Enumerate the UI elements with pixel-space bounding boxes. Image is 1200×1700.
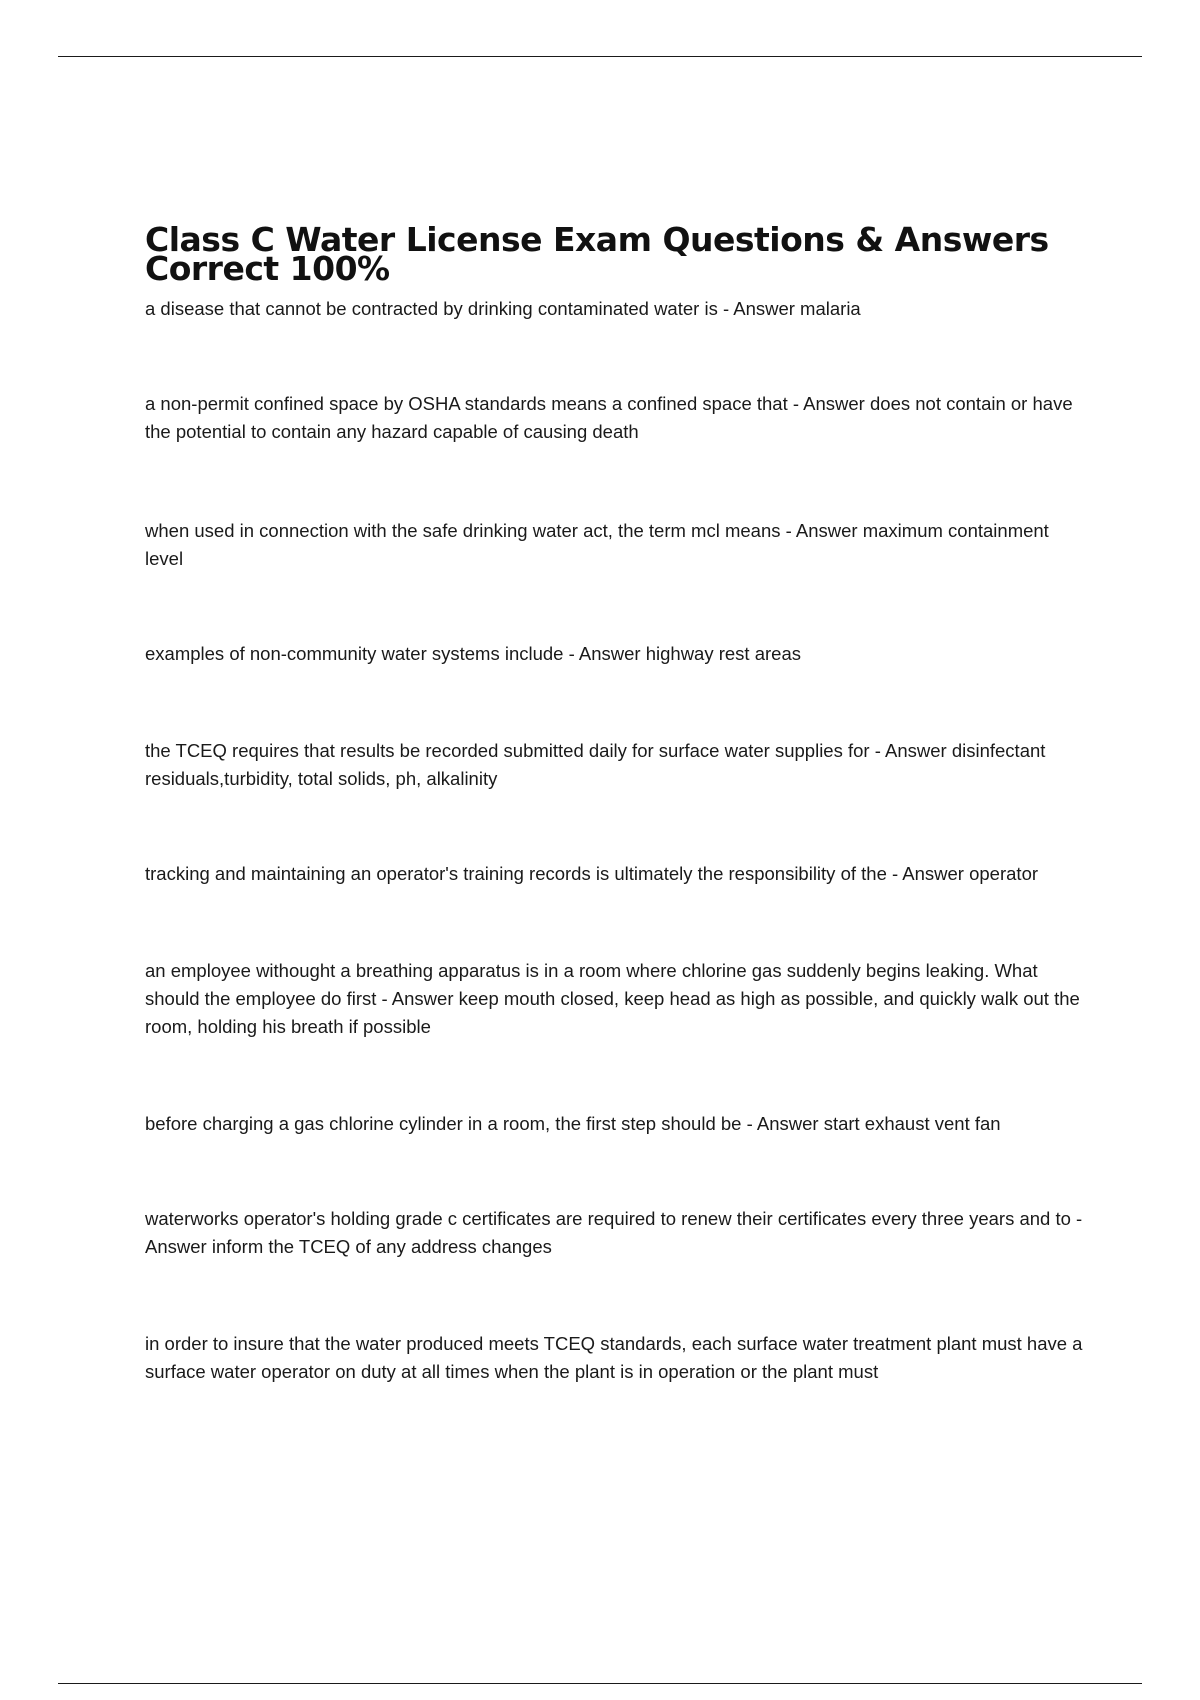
qa-item-2: a non-permit confined space by OSHA standards means a confined space that - Answer does not contain or have the potential to contain any hazard capable of causing death [145,393,1073,442]
footer-rule [58,1683,1142,1684]
qa-item-1: a disease that cannot be contracted by drinking contaminated water is - Answer malaria [145,298,861,319]
qa-item-9: waterworks operator's holding grade c certificates are required to renew their certificates every three years and to - Answer inform the TCEQ of any address changes [145,1208,1083,1257]
document-page [145,220,1090,1386]
document-title: Class C Water License Exam Questions & Answers Correct 100% [145,220,1049,288]
qa-item-7: an employee withought a breathing apparatus is in a room where chlorine gas suddenly begins leaking. What should the employee do first - Answer keep mouth closed, keep head as high as possible, and quickly walk out the room, holding his breath if possible [145,960,1080,1037]
qa-list [145,295,1090,1386]
qa-item-8: before charging a gas chlorine cylinder in a room, the first step should be - Answer start exhaust vent fan [145,1113,1001,1134]
qa-item-5: the TCEQ requires that results be recorded submitted daily for surface water supplies for - Answer disinfectant residuals,turbidity, total solids, ph, alkalinity [145,740,1046,789]
header-rule [58,56,1142,57]
qa-item-10: in order to insure that the water produced meets TCEQ standards, each surface water treatment plant must have a surface water operator on duty at all times when the plant is in operation or the plant must [145,1333,1083,1382]
qa-item-4: examples of non-community water systems include - Answer highway rest areas [145,643,801,664]
qa-item-3: when used in connection with the safe drinking water act, the term mcl means - Answer maximum containment level [145,520,1049,569]
qa-item-6: tracking and maintaining an operator's training records is ultimately the responsibility of the - Answer operator [145,863,1039,884]
